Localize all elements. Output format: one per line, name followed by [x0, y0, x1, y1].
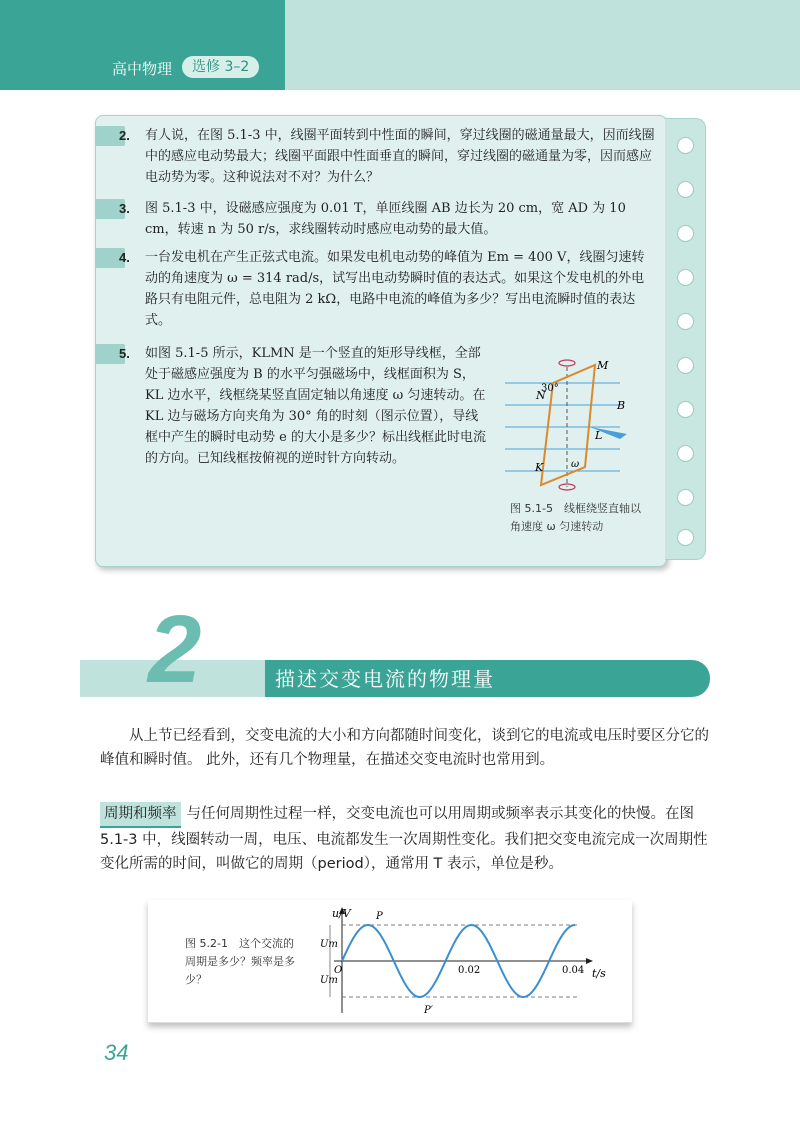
- x-tick-label: 0.04: [562, 965, 585, 976]
- binder-hole-icon: [677, 269, 694, 286]
- binder-hole-icon: [677, 313, 694, 330]
- label-omega: ω: [571, 459, 580, 470]
- trough-label: P′: [424, 1005, 433, 1016]
- label-k: K: [535, 461, 544, 474]
- y-axis-label: u/V: [332, 907, 351, 920]
- exercise-text: 有人说，在图 5.1-3 中，线圈平面转到中性面的瞬间，穿过线圈的磁通量最大，因而线圈中的感应电动势最大；线圈平面跟中性面垂直的瞬间，穿过线圈的磁通量为零，因而感应电动势为零。这种说法对不对？为什么？: [145, 128, 655, 185]
- origin-label: O: [334, 965, 343, 976]
- um-top-label: Um: [320, 939, 338, 950]
- x-axis-arrow-icon: [586, 958, 593, 964]
- exercise-number: 3.: [95, 199, 125, 219]
- exercise-text: 一台发电机在产生正弦式电流。如果发电机电动势的峰值为 Em = 400 V，线圈匀速转动的角速度为 ω = 314 rad/s，试写出电动势瞬时值的表达式。如果这个发电机的外电路只有电阻元件，总电阻为 2 kΩ，电路中电流的峰值为多少？写出电流瞬时值的表达式。: [145, 250, 645, 328]
- label-n: N: [536, 389, 546, 402]
- figure-rotating-frame: [505, 355, 640, 495]
- rotation-arrow-icon: [559, 360, 575, 366]
- sine-wave-chart: [320, 905, 620, 1017]
- binder-hole-icon: [677, 401, 694, 418]
- book-title: 高中物理: [112, 60, 173, 78]
- label-angle: 30°: [541, 383, 559, 394]
- label-l: L: [595, 429, 603, 442]
- term-highlight: 周期和频率: [100, 802, 181, 828]
- x-tick-label: 0.02: [458, 965, 481, 976]
- exercise-number: 4.: [95, 248, 125, 268]
- page-number: 34: [104, 1040, 129, 1065]
- binder-hole-icon: [677, 181, 694, 198]
- binder-hole-icon: [677, 357, 694, 374]
- figure-caption: 图 5.1-5 线框绕竖直轴以角速度 ω 匀速转动: [510, 502, 641, 533]
- book-volume-badge: 选修 3–2: [182, 56, 259, 78]
- peak-label: P: [376, 911, 383, 922]
- exercise-text: 图 5.1-3 中，设磁感应强度为 0.01 T，单匝线圈 AB 边长为 20 cm，宽 AD 为 10 cm，转速 n 为 50 r/s，求线圈转动时感应电动势的最大值。: [145, 201, 626, 237]
- figure-caption: 图 5.2-1 这个交流的周期是多少？频率是多少？: [185, 937, 295, 986]
- exercise-number: 2.: [95, 126, 125, 146]
- binder-hole-icon: [677, 529, 694, 546]
- label-m: M: [597, 359, 609, 372]
- intro-paragraph: 从上节已经看到，交变电流的大小和方向都随时间变化，谈到它的电流或电压时要区分它的峰值和瞬时值。 此外，还有几个物理量，在描述交变电流时也常用到。: [100, 728, 709, 768]
- binder-hole-icon: [677, 137, 694, 154]
- period-paragraph: [100, 802, 720, 876]
- um-bottom-label: Um: [320, 975, 338, 986]
- period-text: 与任何周期性过程一样，交变电流也可以用周期或频率表示其变化的快慢。在图 5.1-3 中，线圈转动一周，电压、电流都发生一次周期性变化。我们把交变电流完成一次周期性变化所需的时间，叫做它的周期（period），通常用 T 表示，单位是秒。: [100, 806, 708, 872]
- label-b: B: [617, 399, 626, 412]
- section-title: 描述交变电流的物理量: [275, 667, 495, 691]
- header-accent: [285, 0, 800, 90]
- binder-hole-icon: [677, 445, 694, 462]
- exercise-text: 如图 5.1-5 所示，KLMN 是一个竖直的矩形导线框，全部处于磁感应强度为 B 的水平匀强磁场中，线框面积为 S，KL 边水平，线框绕某竖直固定轴以角速度 ω 匀速转动。在 KL 边与磁场方向夹角为 30° 角的时刻（图示位置），导线框中产生的瞬时电动势 e 的大小是多少？标出线框此时电流的方向。已知线框按俯视的逆时针方向转动。: [145, 346, 486, 466]
- exercise-number: 5.: [95, 344, 125, 364]
- binder-hole-icon: [677, 225, 694, 242]
- binder-hole-icon: [677, 489, 694, 506]
- x-axis-label: t/s: [592, 967, 606, 980]
- section-number: 2: [148, 596, 202, 703]
- binder-tab-strip: [665, 118, 706, 560]
